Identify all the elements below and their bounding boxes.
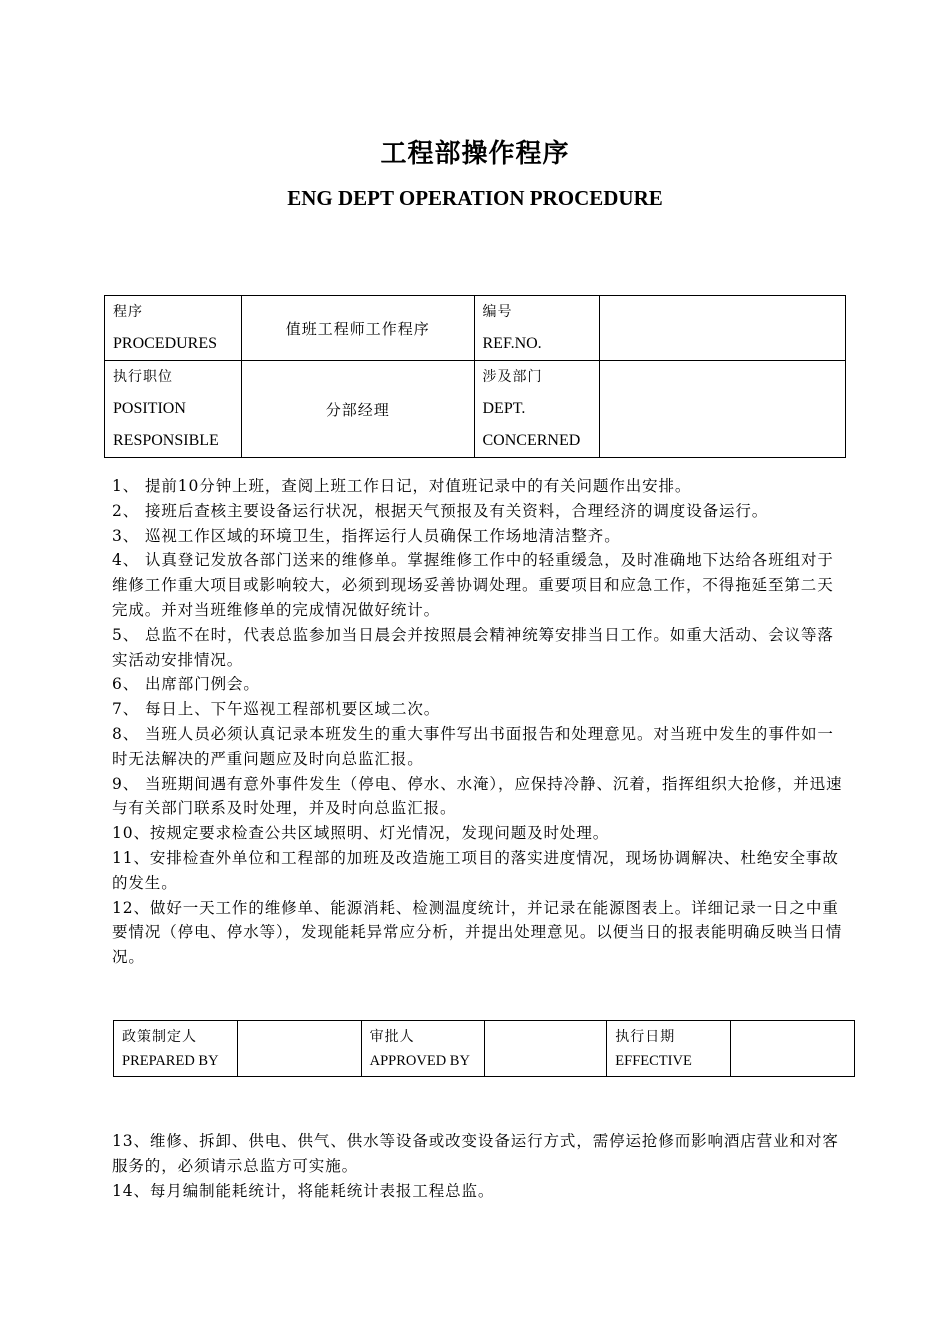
effective-label-cn: 执行日期 (615, 1028, 676, 1045)
approved-label-en: APPROVED BY (369, 1052, 470, 1069)
approved-label-cell (361, 1021, 484, 1077)
dept-label-cell (474, 361, 600, 458)
prepared-label-cn: 政策制定人 (122, 1028, 197, 1045)
step-item: 9、 当班期间遇有意外事件发生（停电、停水、水淹），应保持冷静、沉着，指挥组织大抢修，并迅速与有关部门联系及时处理，并及时向总监汇报。 (112, 774, 843, 818)
step-item: 14、每月编制能耗统计，将能耗统计表报工程总监。 (112, 1181, 495, 1200)
procedure-steps-continued (112, 1129, 847, 1203)
effective-label-en: EFFECTIVE (615, 1052, 692, 1069)
procedure-label-cell (105, 296, 242, 361)
prepared-label-en: PREPARED BY (122, 1052, 219, 1069)
step-item: 8、 当班人员必须认真记录本班发生的重大事件写出书面报告和处理意见。对当班中发生的事件如一时无法解决的严重问题应及时向总监汇报。 (112, 724, 834, 768)
step-item: 10、按规定要求检查公共区域照明、灯光情况，发现问题及时处理。 (112, 824, 610, 843)
step-item: 3、 巡视工作区域的环境卫生，指挥运行人员确保工作场地清洁整齐。 (112, 526, 621, 545)
step-item: 13、维修、拆卸、供电、供气、供水等设备或改变设备运行方式，需停运抢修而影响酒店营业和对客服务的，必须请示总监方可实施。 (112, 1132, 839, 1175)
position-label-en-1: POSITION (113, 400, 186, 417)
step-item: 2、 接班后查核主要设备运行状况，根据天气预报及有关资料，合理经济的调度设备运行。 (112, 501, 769, 520)
prepared-value (237, 1021, 361, 1077)
signoff-table (113, 1020, 855, 1077)
page-title-english: ENG DEPT OPERATION PROCEDURE (287, 186, 663, 210)
ref-label-en: REF.NO. (482, 335, 542, 352)
procedure-value: 值班工程师工作程序 (241, 296, 474, 361)
approved-value (484, 1021, 607, 1077)
position-label-cell (105, 361, 242, 458)
step-item: 1、 提前10分钟上班，查阅上班工作日记，对值班记录中的有关问题作出安排。 (112, 477, 692, 495)
ref-label-cn: 编号 (482, 304, 513, 320)
prepared-label-cell (114, 1021, 238, 1077)
procedure-steps (112, 474, 847, 970)
dept-value (600, 361, 846, 458)
procedure-label-cn: 程序 (113, 304, 143, 320)
ref-label-cell (474, 296, 600, 361)
step-item: 4、 认真登记发放各部门送来的维修单。掌握维修工作中的轻重缓急，及时准确地下达给各班组对于维修工作重大项目或影响较大，必须到现场妥善协调处理。重要项目和应急工作，不得拖延至第二天完成。并对当班维修单的完成情况做好统计。 (112, 551, 834, 619)
procedure-header-table (104, 295, 846, 458)
effective-label-cell (607, 1021, 731, 1077)
step-item: 7、 每日上、下午巡视工程部机要区域二次。 (112, 700, 441, 719)
ref-value (600, 296, 846, 361)
page-title: 工程部操作程序 (380, 139, 570, 169)
dept-label-cn: 涉及部门 (482, 369, 543, 385)
effective-value (731, 1021, 855, 1077)
position-value: 分部经理 (241, 361, 474, 458)
step-item: 12、做好一天工作的维修单、能源消耗、检测温度统计，并记录在能源图表上。详细记录一日之中重要情况（停电、停水等），发现能耗异常应分析，并提出处理意见。以便当日的报表能明确反映当日情况。 (112, 898, 843, 967)
step-item: 6、 出席部门例会。 (112, 675, 260, 694)
dept-label-en-1: DEPT. (482, 400, 526, 417)
procedure-label-en: PROCEDURES (113, 335, 218, 352)
dept-label-en-2: CONCERNED (482, 432, 581, 449)
position-label-cn: 执行职位 (113, 369, 173, 385)
approved-label-cn: 审批人 (369, 1028, 415, 1045)
step-item: 11、安排检查外单位和工程部的加班及改造施工项目的落实进度情况，现场协调解决、杜绝安全事故的发生。 (112, 848, 839, 892)
step-item: 5、 总监不在时，代表总监参加当日晨会并按照晨会精神统筹安排当日工作。如重大活动、会议等落实活动安排情况。 (112, 625, 834, 669)
position-label-en-2: RESPONSIBLE (113, 432, 219, 449)
